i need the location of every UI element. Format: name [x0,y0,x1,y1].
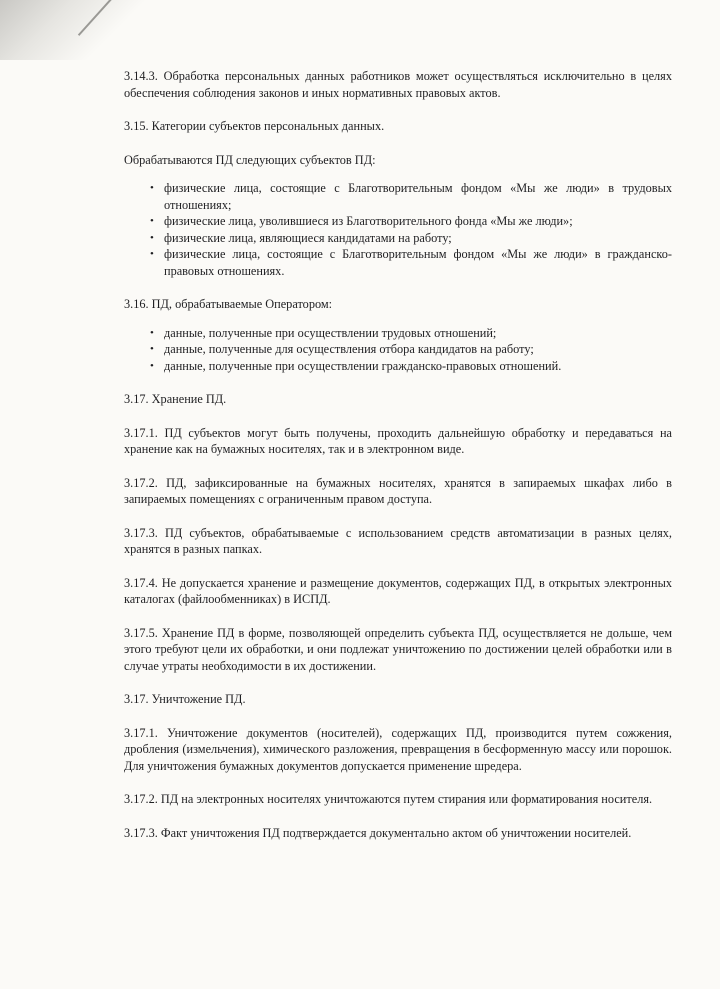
section-3-17-storage-heading: 3.17. Хранение ПД. [124,392,227,406]
bullet-icon: • [150,248,154,260]
bullet-icon: • [150,182,154,194]
bullet-icon: • [150,231,154,244]
list-item: • данные, полученные для осуществления отбора кандидатов на работу; [150,342,534,356]
subjects-list [124,180,672,279]
paragraph-3-17-3: 3.17.3. ПД субъектов, обрабатываемые с использованием средств автоматизации в разных целях, хранятся в разных папках. [124,525,672,556]
list-item: • данные, полученные при осуществлении гражданско-правовых отношений. [150,358,562,373]
paragraph-3-17-5: 3.17.5. Хранение ПД в форме, позволяющей определить субъекта ПД, осуществляется не дольше, чем этого требуют цели их обработки, и они подлежат уничтожению по достижении целей обработки или в случае утраты необходимости в их достижении. [124,625,672,673]
paragraph-destruction-3-17-3: 3.17.3. Факт уничтожения ПД подтверждается документально актом об уничтожении носителей. [124,825,632,840]
bullet-icon: • [150,359,154,372]
section-3-15-heading: 3.15. Категории субъектов персональных данных. [124,119,385,133]
paragraph-3-17-4: 3.17.4. Не допускается хранение и размещение документов, содержащих ПД, в открытых электронных каталогах (файлообменниках) в ИСПД. [124,575,672,606]
paragraph-destruction-3-17-1: 3.17.1. Уничтожение документов (носителей), содержащих ПД, производится путем сожжения, дробления (измельчения), химического разложения, превращения в бесформенную массу или порошок. Для уничтожения бумажных документов допускается применение шредера. [124,725,672,773]
paragraph-3-17-1: 3.17.1. ПД субъектов могут быть получены, проходить дальнейшую обработку и передаваться на хранение как на бумажных носителях, так и в электронном виде. [124,425,672,456]
bullet-icon: • [150,343,154,355]
subjects-intro: Обрабатываются ПД следующих субъектов ПД: [124,152,376,167]
document-page [124,68,672,841]
list-item: • физические лица, состоящие с Благотворительным фондом «Мы же люди» в гражданско-правовых отношениях. [150,247,672,278]
list-item: • физические лица, являющиеся кандидатами на работу; [150,230,452,245]
bullet-icon: • [150,215,154,227]
bullet-icon: • [150,326,154,339]
scan-shadow [0,0,150,60]
paragraph-3-17-2: 3.17.2. ПД, зафиксированные на бумажных носителях, хранятся в запираемых шкафах либо в запираемых помещениях с ограниченным правом доступа. [124,475,672,506]
paragraph-3-14-3: 3.14.3. Обработка персональных данных работников может осуществляться исключительно в целях обеспечения соблюдения законов и иных нормативных правовых актов. [124,69,672,100]
list-item: • данные, полученные при осуществлении трудовых отношений; [150,325,497,340]
data-types-list [124,325,672,375]
list-item: • физические лица, уволившиеся из Благотворительного фонда «Мы же люди»; [150,214,573,228]
list-item: • физические лица, состоящие с Благотворительным фондом «Мы же люди» в трудовых отношениях; [150,181,672,212]
section-3-16-heading: 3.16. ПД, обрабатываемые Оператором: [124,297,333,311]
section-3-17-destruction-heading: 3.17. Уничтожение ПД. [124,692,246,706]
scan-edge [78,0,120,36]
paragraph-destruction-3-17-2: 3.17.2. ПД на электронных носителях уничтожаются путем стирания или форматирования носителя. [124,792,653,806]
